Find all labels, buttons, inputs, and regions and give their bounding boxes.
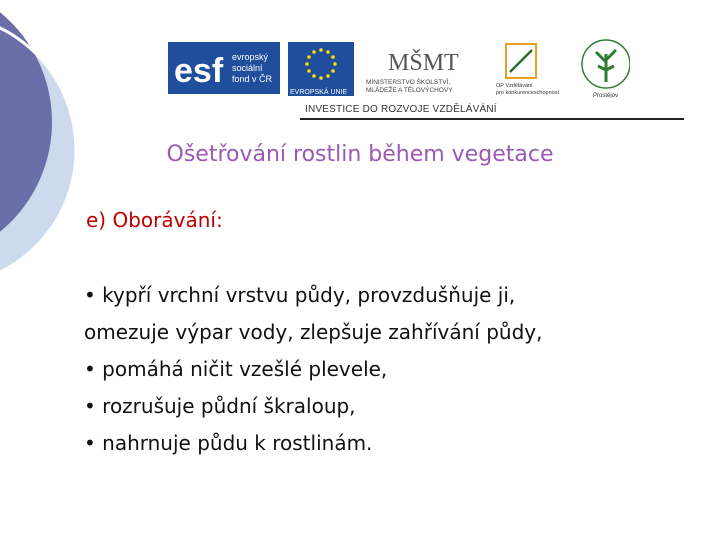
bullet-line: • rozrušuje půdní škraloup, bbox=[84, 394, 356, 418]
msmt-mark: MŠMT bbox=[388, 50, 459, 76]
esf-logo bbox=[168, 42, 280, 94]
slide-subheading: e) Oborávání: bbox=[86, 208, 223, 232]
eu-label: EVROPSKÁ UNIE bbox=[290, 89, 348, 96]
esf-line-1: evropský bbox=[232, 52, 269, 62]
msmt-line-2: MLÁDEŽE A TĚLOVÝCHOVY bbox=[366, 87, 453, 94]
esf-mark: esf bbox=[174, 52, 224, 90]
school-logo bbox=[582, 40, 630, 98]
logo-bar bbox=[160, 36, 630, 98]
bullet-line: • nahrnuje půdu k rostlinám. bbox=[84, 431, 373, 455]
school-label: Prostějov bbox=[593, 93, 619, 98]
op-line-2: pro konkurenceschopnost bbox=[496, 90, 559, 96]
eu-flag-logo bbox=[288, 42, 354, 96]
header-rule bbox=[300, 118, 684, 120]
msmt-line-1: MINISTERSTVO ŠKOLSTVÍ, bbox=[366, 79, 451, 86]
investment-caption: INVESTICE DO ROZVOJE VZDĚLÁVÁNÍ bbox=[305, 104, 497, 115]
bullet-line: • pomáhá ničit vzešlé plevele, bbox=[84, 357, 388, 381]
bullet-list bbox=[84, 277, 704, 462]
bullet-line: • kypří vrchní vrstvu půdy, provzdušňuje ji, bbox=[84, 283, 516, 307]
esf-line-2: sociální bbox=[232, 63, 263, 73]
esf-line-3: fond v ČR bbox=[232, 74, 273, 84]
slide-title: Ošetřování rostlin během vegetace bbox=[166, 142, 554, 167]
op-line-1: OP Vzdělávání bbox=[496, 83, 533, 89]
op-logo bbox=[496, 44, 559, 96]
bullet-line: omezuje výpar vody, zlepšuje zahřívání půdy, bbox=[84, 320, 543, 344]
msmt-logo bbox=[366, 49, 459, 94]
